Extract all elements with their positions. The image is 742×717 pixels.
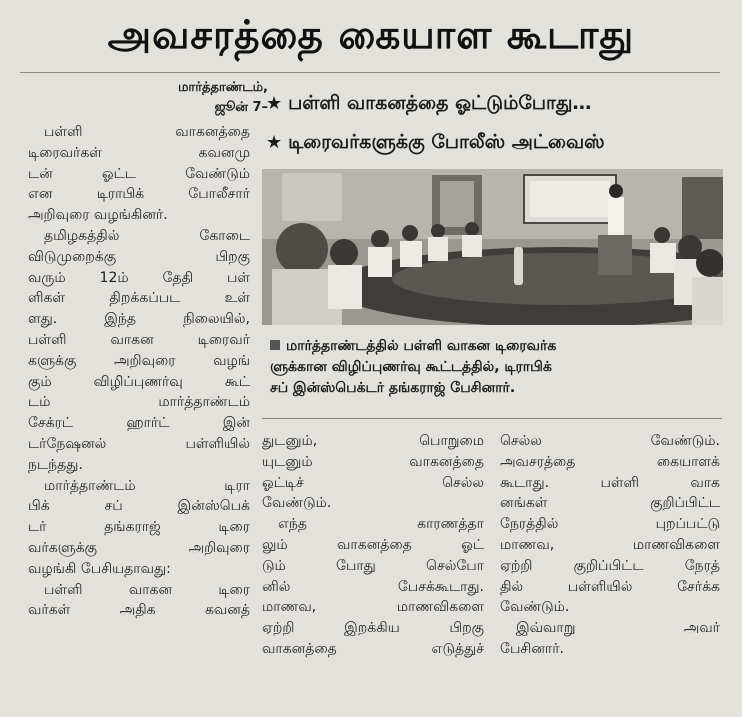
text-line: வர்களுக்கு அறிவுரை: [28, 539, 250, 556]
text-line: னில் பேசக்கூடாது.: [262, 578, 484, 595]
text-line: தமிழகத்தில் கோடை: [44, 227, 250, 244]
headline: அவசரத்தை கையாள கூடாது: [107, 13, 635, 58]
text-line: வாகனத்தை எடுத்துச்: [262, 640, 484, 657]
text-line: அறிவுரை வழங்கினர்.: [28, 207, 168, 224]
text-line: கூடாது. பள்ளி வாக: [500, 474, 720, 491]
text-line: பள்ளி வாகன டிரைவர்: [28, 331, 250, 348]
text-line: இவ்வாறு அவர்: [516, 620, 720, 637]
text-line: ளது. இந்த நிலையில்,: [28, 311, 250, 328]
text-line: அவசரத்தை கையாளக்: [500, 453, 720, 470]
text-line: ஏற்றி குறிப்பிட்ட நேரத்: [500, 557, 720, 574]
text-line: எந்த காரணத்தா: [278, 516, 484, 533]
text-line: வேண்டும்.: [500, 599, 570, 616]
column-1: [28, 122, 250, 621]
caption-rule: [262, 418, 722, 419]
text-line: விடுமுறைக்கு பிறகு: [28, 248, 250, 265]
text-line: துடனும், பொறுமை: [262, 433, 484, 449]
text-line: செல்ல வேண்டும்.: [500, 433, 720, 449]
photo-caption: [270, 336, 720, 399]
subhead-1: ★ பள்ளி வாகனத்தை ஓட்டும்போது…: [266, 92, 592, 114]
text-line: யுடனும் வாகனத்தை: [262, 453, 484, 470]
text-line: மார்த்தாண்டம் டிரா: [44, 477, 250, 494]
text-line: னங்கள் குறிப்பிட்ட: [500, 495, 720, 512]
text-line: வழங்கி பேசியதாவது:: [28, 560, 171, 577]
text-line: பிக் சப் இன்ஸ்பெக்: [28, 498, 250, 515]
text-line: டிரைவர்கள் கவனமு: [28, 144, 250, 161]
meeting-photo-illustration: [262, 169, 723, 325]
text-line: பள்ளி வாகன டிரை: [44, 581, 250, 598]
text-line: பள்ளி வாகனத்தை: [44, 124, 250, 140]
text-line: ளிகள் திறக்கப்பட உள்: [28, 290, 250, 307]
text-line: ஓட்டிச் செல்ல: [262, 474, 484, 491]
text-line: என டிராபிக் போலீசார்: [28, 186, 250, 203]
text-line: வர்கள் அதிக கவனத்: [28, 602, 250, 619]
text-line: லும் வாகனத்தை ஓட்: [262, 536, 484, 553]
dateline-place: மார்த்தாண்டம்,: [177, 80, 268, 95]
text-line: டர் தங்கராஜ் டிரை: [28, 519, 250, 536]
text-line: வரும் 12ம் தேதி பள்: [28, 269, 250, 286]
caption-line: சப் இன்ஸ்பெக்டர் தங்கராஜ் பேசினார்.: [270, 380, 516, 396]
text-line: டன் ஓட்ட வேண்டும்: [28, 165, 250, 182]
subhead-2: ★ டிரைவர்களுக்கு போலீஸ் அட்வைஸ்: [266, 131, 605, 153]
text-line: கும் விழிப்புணர்வு கூட்: [28, 373, 250, 390]
dateline-date: ஜூன் 7–: [214, 100, 268, 115]
text-line: டம் மார்த்தாண்டம்: [28, 394, 250, 411]
text-line: களுக்கு அறிவுரை வழங்: [28, 352, 250, 369]
text-line: நேரத்தில் புறப்பட்டு: [500, 516, 720, 533]
text-line: வேண்டும்.: [262, 495, 332, 512]
text-line: பேசினார்.: [500, 640, 564, 657]
star-icon: ★: [266, 132, 283, 153]
text-line: தில் பள்ளியில் சேர்க்க: [500, 578, 720, 595]
square-bullet-icon: [270, 340, 280, 350]
text-line: சேக்ரட் ஹார்ட் இன்: [28, 415, 250, 432]
star-icon: ★: [266, 93, 283, 114]
text-line: நடந்தது.: [28, 456, 83, 473]
column-2: [262, 431, 484, 660]
text-line: மாணவ, மாணவிகளை: [500, 536, 720, 553]
meeting-photo: [262, 169, 723, 325]
text-line: ஏற்றி இறக்கிய பிறகு: [262, 620, 484, 637]
headline-rule: [20, 72, 720, 73]
column-3: [500, 431, 720, 660]
caption-line: ளுக்கான விழிப்புணர்வு கூட்டத்தில், டிராபிக்: [270, 359, 552, 375]
text-line: மாணவ, மாணவிகளை: [262, 599, 484, 616]
text-line: டும் போது செல்போ: [262, 557, 484, 574]
text-line: டர்நேஷனல் பள்ளியில்: [28, 435, 250, 452]
caption-line: மார்த்தாண்டத்தில் பள்ளி வாகன டிரைவர்க: [270, 336, 720, 357]
